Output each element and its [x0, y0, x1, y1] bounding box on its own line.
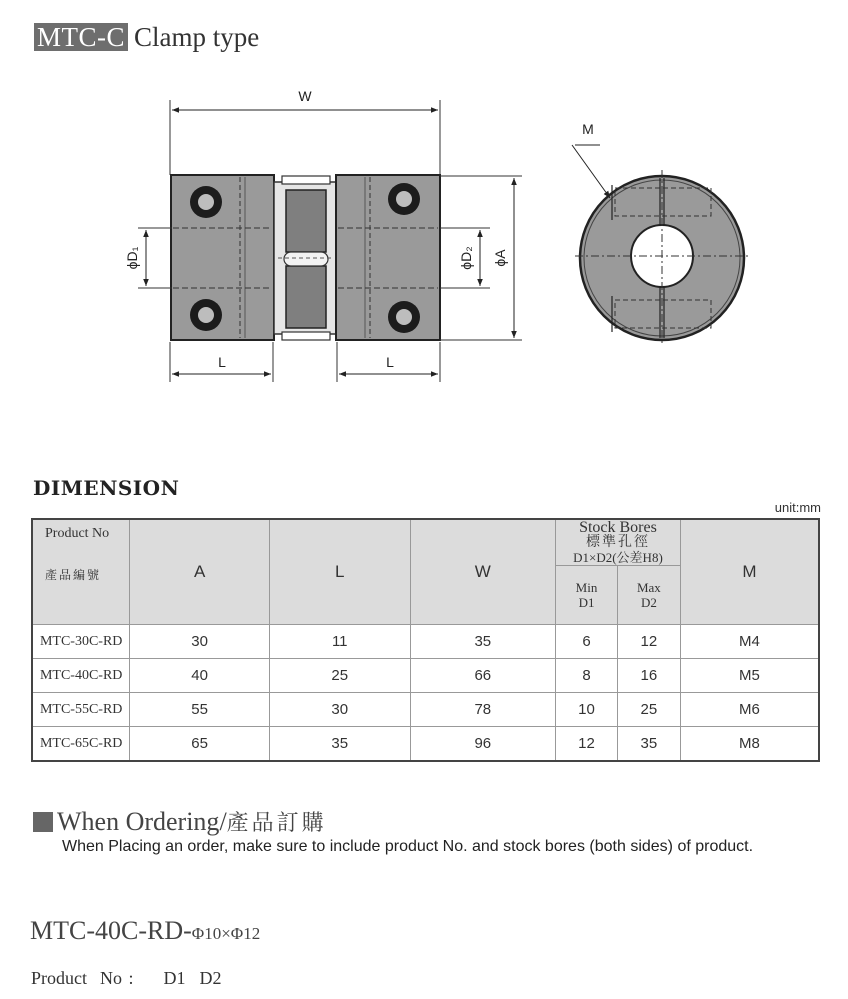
header-l: L	[269, 519, 410, 625]
ordering-title-zh: 產品訂購	[226, 810, 327, 835]
m-dimension	[572, 121, 610, 198]
cell-product: MTC-65C-RD	[32, 727, 130, 762]
cell-a: 40	[130, 659, 270, 693]
cell-w: 35	[410, 625, 556, 659]
page-title	[34, 22, 259, 52]
cell-l: 11	[269, 625, 410, 659]
dimension-heading: DIMENSION	[33, 476, 180, 500]
bullet-square-icon	[33, 812, 53, 832]
left-hub	[171, 175, 274, 340]
cell-l: 25	[269, 659, 410, 693]
cell-w: 96	[410, 727, 556, 762]
cell-m: M5	[680, 659, 819, 693]
example-code: MTC-40C-RD-	[30, 916, 192, 945]
cell-max: 12	[617, 625, 680, 659]
coupling-technical-drawing	[100, 85, 780, 385]
header-max-d2	[617, 566, 680, 625]
table-row	[32, 659, 819, 693]
d1-label: ϕD₁	[124, 246, 140, 270]
header-stock-sub: D1×D2(公差H8)	[573, 550, 663, 565]
header-min-1: Min	[575, 580, 598, 595]
title-badge: MTC-C	[34, 23, 128, 51]
header-a: A	[130, 519, 270, 625]
ordering-description: When Placing an order, make sure to include product No. and stock bores (both sides) of product.	[62, 838, 754, 855]
cell-max: 25	[617, 693, 680, 727]
legend-product: Product No :	[31, 968, 134, 988]
a-dimension	[440, 176, 522, 340]
legend-d2: D2	[199, 968, 222, 988]
cell-w: 66	[410, 659, 556, 693]
header-product-en: Product No	[45, 526, 110, 541]
ordering-heading	[33, 806, 327, 837]
w-dimension	[170, 88, 440, 175]
cell-max: 16	[617, 659, 680, 693]
cell-min: 8	[556, 659, 618, 693]
m-label: M	[582, 121, 594, 137]
cell-a: 30	[130, 625, 270, 659]
a-label: ϕA	[492, 249, 508, 267]
ordering-title-sep: /	[219, 806, 227, 836]
header-stock-en: Stock Bores	[579, 519, 657, 536]
header-m: M	[680, 519, 819, 625]
cell-a: 65	[130, 727, 270, 762]
d2-label: ϕD₂	[458, 246, 474, 270]
d1-dimension	[124, 228, 172, 288]
spider-element	[274, 176, 336, 340]
cell-m: M4	[680, 625, 819, 659]
dimension-table	[31, 518, 820, 762]
table-row	[32, 727, 819, 762]
cell-w: 78	[410, 693, 556, 727]
cell-product: MTC-55C-RD	[32, 693, 130, 727]
cell-a: 55	[130, 693, 270, 727]
header-min-2: D1	[578, 595, 595, 610]
header-product	[32, 519, 130, 625]
ordering-legend	[31, 968, 222, 989]
header-stock-zh: 標準孔徑	[585, 535, 650, 550]
unit-label: unit:mm	[774, 500, 821, 515]
side-view	[575, 170, 750, 345]
l-left-label: L	[218, 354, 226, 370]
header-max-2: D2	[640, 595, 657, 610]
legend-d1: D1	[163, 968, 186, 988]
cell-product: MTC-40C-RD	[32, 659, 130, 693]
ordering-example	[30, 916, 260, 946]
table-row	[32, 625, 819, 659]
table-row	[32, 693, 819, 727]
header-min-d1	[556, 566, 618, 625]
l-left-dimension	[170, 342, 273, 382]
example-bores: Φ10×Φ12	[191, 924, 261, 943]
ordering-title-en: When Ordering	[57, 806, 220, 836]
right-hub	[336, 175, 440, 340]
cell-l: 30	[269, 693, 410, 727]
cell-product: MTC-30C-RD	[32, 625, 130, 659]
l-right-dimension	[337, 342, 440, 382]
w-label: W	[298, 88, 312, 104]
cell-min: 12	[556, 727, 618, 762]
header-max-1: Max	[636, 580, 661, 595]
header-stock-bores	[556, 519, 681, 566]
d2-dimension	[440, 228, 490, 288]
cell-m: M6	[680, 693, 819, 727]
title-text: Clamp type	[134, 21, 260, 52]
cell-l: 35	[269, 727, 410, 762]
header-w: W	[410, 519, 556, 625]
cell-min: 6	[556, 625, 618, 659]
header-product-zh: 產品編號	[45, 568, 102, 582]
cell-min: 10	[556, 693, 618, 727]
l-right-label: L	[386, 354, 394, 370]
cell-max: 35	[617, 727, 680, 762]
cell-m: M8	[680, 727, 819, 762]
